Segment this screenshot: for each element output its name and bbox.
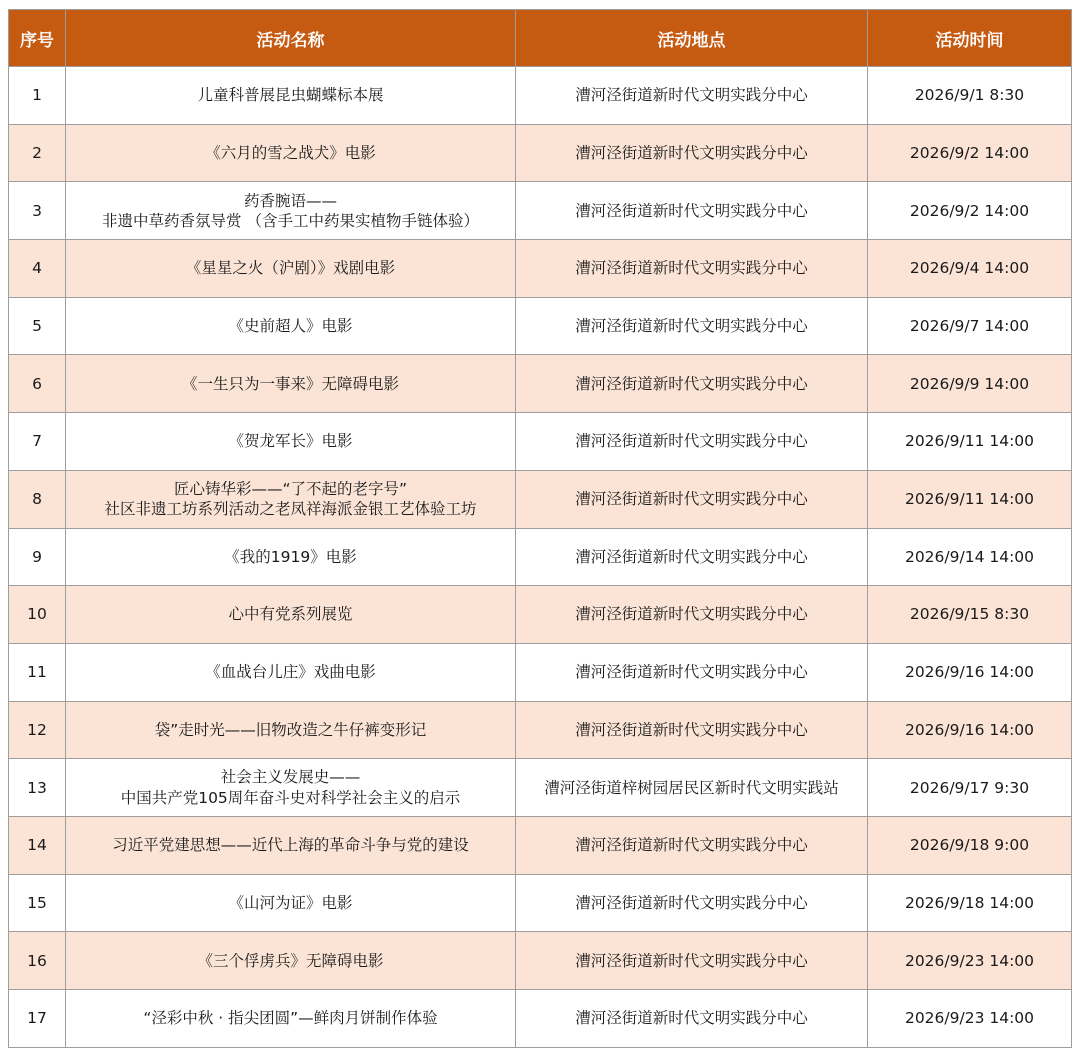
- table-header-row: [9, 10, 1072, 67]
- cell-name-line: 《星星之火（沪剧）》戏剧电影: [185, 259, 396, 278]
- cell-time: 2026/9/7 14:00: [868, 297, 1072, 355]
- cell-name: [66, 816, 516, 874]
- cell-time: 2026/9/15 8:30: [868, 586, 1072, 644]
- cell-time: 2026/9/11 14:00: [868, 413, 1072, 471]
- cell-place: 漕河泾街道新时代文明实践分中心: [516, 990, 868, 1048]
- header-time: 活动时间: [868, 10, 1072, 67]
- cell-time: 2026/9/4 14:00: [868, 240, 1072, 298]
- cell-no: 5: [9, 297, 66, 355]
- cell-no: 11: [9, 643, 66, 701]
- cell-time: 2026/9/23 14:00: [868, 990, 1072, 1048]
- table-row: [9, 355, 1072, 413]
- cell-name: [66, 701, 516, 759]
- cell-name: [66, 643, 516, 701]
- cell-no: 7: [9, 413, 66, 471]
- table-row: [9, 240, 1072, 298]
- cell-time: 2026/9/9 14:00: [868, 355, 1072, 413]
- cell-time: 2026/9/16 14:00: [868, 701, 1072, 759]
- cell-name-line: 社区非遗工坊系列活动之老凤祥海派金银工艺体验工坊: [104, 500, 477, 519]
- cell-time: 2026/9/23 14:00: [868, 932, 1072, 990]
- table-body: [9, 67, 1072, 1048]
- cell-no: 13: [9, 759, 66, 817]
- activity-table: [8, 9, 1072, 1048]
- cell-time: 2026/9/1 8:30: [868, 67, 1072, 125]
- cell-place: 漕河泾街道新时代文明实践分中心: [516, 240, 868, 298]
- cell-name: [66, 470, 516, 528]
- cell-name-line: 《三个俘虏兵》无障碍电影: [197, 951, 384, 970]
- cell-no: 10: [9, 586, 66, 644]
- cell-place: 漕河泾街道新时代文明实践分中心: [516, 470, 868, 528]
- cell-name-line: 《史前超人》电影: [228, 317, 353, 336]
- cell-time: 2026/9/17 9:30: [868, 759, 1072, 817]
- table-row: [9, 932, 1072, 990]
- cell-time: 2026/9/2 14:00: [868, 182, 1072, 240]
- cell-no: 12: [9, 701, 66, 759]
- cell-place: 漕河泾街道新时代文明实践分中心: [516, 124, 868, 182]
- cell-name-line: 习近平党建思想——近代上海的革命斗争与党的建设: [112, 836, 469, 855]
- table-row: [9, 759, 1072, 817]
- table-row: [9, 67, 1072, 125]
- table-row: [9, 990, 1072, 1048]
- table-row: [9, 297, 1072, 355]
- cell-no: 8: [9, 470, 66, 528]
- cell-time: 2026/9/16 14:00: [868, 643, 1072, 701]
- cell-no: 14: [9, 816, 66, 874]
- cell-no: 1: [9, 67, 66, 125]
- cell-time: 2026/9/14 14:00: [868, 528, 1072, 586]
- table-row: [9, 874, 1072, 932]
- cell-name: [66, 124, 516, 182]
- cell-place: 漕河泾街道新时代文明实践分中心: [516, 67, 868, 125]
- cell-name: [66, 297, 516, 355]
- cell-name-line: 《一生只为一事来》无障碍电影: [181, 374, 399, 393]
- cell-name: [66, 240, 516, 298]
- table-row: [9, 182, 1072, 240]
- cell-name: [66, 182, 516, 240]
- cell-name: [66, 932, 516, 990]
- cell-name-line: “泾彩中秋 · 指尖团圆”—鲜肉月饼制作体验: [143, 1009, 438, 1028]
- cell-name: [66, 413, 516, 471]
- header-name: 活动名称: [66, 10, 516, 67]
- cell-name: [66, 990, 516, 1048]
- cell-name-line: 匠心铸华彩——“了不起的老字号”: [173, 480, 408, 499]
- cell-place: 漕河泾街道新时代文明实践分中心: [516, 701, 868, 759]
- table-row: [9, 643, 1072, 701]
- cell-name: [66, 528, 516, 586]
- cell-place: 漕河泾街道新时代文明实践分中心: [516, 528, 868, 586]
- cell-no: 16: [9, 932, 66, 990]
- header-place: 活动地点: [516, 10, 868, 67]
- cell-place: 漕河泾街道新时代文明实践分中心: [516, 874, 868, 932]
- table-row: [9, 701, 1072, 759]
- cell-place: 漕河泾街道新时代文明实践分中心: [516, 586, 868, 644]
- table-row: [9, 816, 1072, 874]
- header-no: 序号: [9, 10, 66, 67]
- cell-no: 15: [9, 874, 66, 932]
- cell-time: 2026/9/18 14:00: [868, 874, 1072, 932]
- cell-name-line: 《六月的雪之战犬》电影: [205, 143, 376, 162]
- cell-name: [66, 759, 516, 817]
- cell-no: 3: [9, 182, 66, 240]
- cell-place: 漕河泾街道新时代文明实践分中心: [516, 297, 868, 355]
- cell-no: 9: [9, 528, 66, 586]
- cell-name-line: 《血战台儿庄》戏曲电影: [205, 663, 376, 682]
- cell-place: 漕河泾街道新时代文明实践分中心: [516, 932, 868, 990]
- table-row: [9, 528, 1072, 586]
- cell-name-line: 儿童科普展昆虫蝴蝶标本展: [197, 86, 384, 105]
- cell-name-line: 袋”走时光——旧物改造之牛仔裤变形记: [154, 720, 427, 739]
- cell-name: [66, 355, 516, 413]
- activity-schedule: [8, 9, 1071, 1048]
- cell-place: 漕河泾街道新时代文明实践分中心: [516, 182, 868, 240]
- cell-no: 17: [9, 990, 66, 1048]
- cell-place: 漕河泾街道梓树园居民区新时代文明实践站: [516, 759, 868, 817]
- cell-name: [66, 586, 516, 644]
- cell-no: 4: [9, 240, 66, 298]
- cell-name-line: 《我的1919》电影: [224, 547, 357, 566]
- table-row: [9, 124, 1072, 182]
- cell-place: 漕河泾街道新时代文明实践分中心: [516, 355, 868, 413]
- cell-time: 2026/9/18 9:00: [868, 816, 1072, 874]
- cell-name-line: 《山河为证》电影: [228, 893, 353, 912]
- cell-name-line: 《贺龙军长》电影: [228, 432, 353, 451]
- table-row: [9, 413, 1072, 471]
- cell-name-line: 中国共产党105周年奋斗史对科学社会主义的启示: [120, 788, 461, 807]
- cell-name: [66, 874, 516, 932]
- cell-place: 漕河泾街道新时代文明实践分中心: [516, 643, 868, 701]
- cell-place: 漕河泾街道新时代文明实践分中心: [516, 816, 868, 874]
- table-row: [9, 470, 1072, 528]
- cell-no: 6: [9, 355, 66, 413]
- cell-place: 漕河泾街道新时代文明实践分中心: [516, 413, 868, 471]
- cell-name-line: 心中有党系列展览: [228, 605, 353, 624]
- cell-time: 2026/9/11 14:00: [868, 470, 1072, 528]
- cell-no: 2: [9, 124, 66, 182]
- cell-name: [66, 67, 516, 125]
- cell-name-line: 药香腕语——: [243, 191, 337, 210]
- table-row: [9, 586, 1072, 644]
- cell-name-line: 社会主义发展史——: [220, 768, 361, 787]
- cell-time: 2026/9/2 14:00: [868, 124, 1072, 182]
- cell-name-line: 非遗中草药香氛导赏 （含手工中药果实植物手链体验）: [102, 211, 479, 230]
